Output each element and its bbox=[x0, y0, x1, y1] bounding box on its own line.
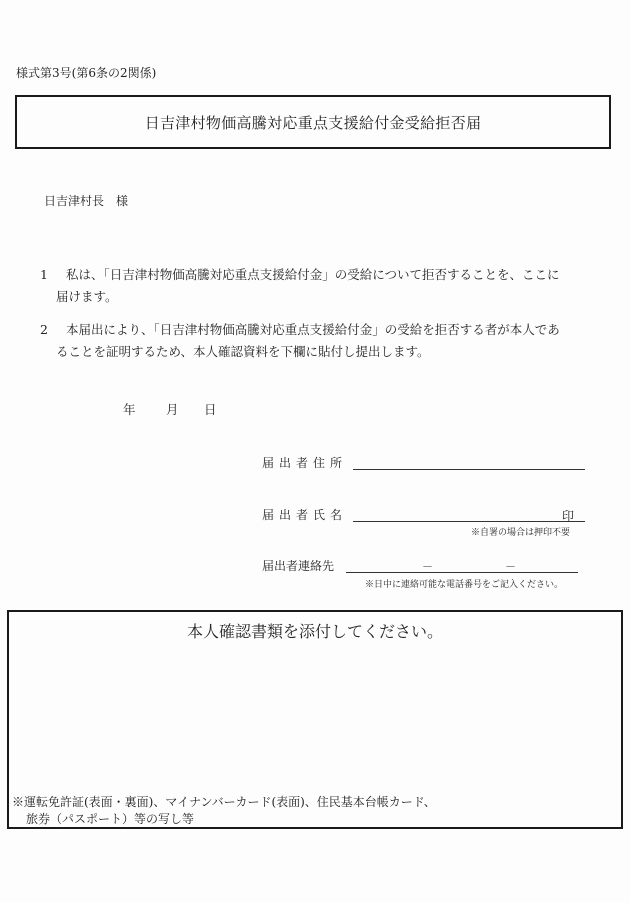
id-document-list-line-2: 旅券（パスポート）等の写し等 bbox=[26, 812, 195, 826]
date-year-label: 年 bbox=[123, 402, 136, 417]
paragraph-text: 本届出により、「日吉津村物価高騰対応重点支援給付金」の受給を拒否する者が本人であ bbox=[66, 322, 560, 337]
address-field[interactable] bbox=[353, 452, 585, 468]
address-label: 届出者住所 bbox=[262, 456, 348, 470]
paragraph-number: 2 bbox=[40, 322, 48, 337]
seal-mark: 印 bbox=[562, 509, 575, 523]
contact-underline bbox=[346, 572, 578, 573]
id-section-heading: 本人確認書類を添付してください。 bbox=[186, 622, 443, 641]
title-box bbox=[15, 95, 611, 149]
contact-label: 届出者連絡先 bbox=[262, 559, 335, 573]
seal-note: ※自署の場合は押印不要 bbox=[471, 528, 571, 538]
paragraph-text-continued: 届けます。 bbox=[56, 289, 118, 304]
name-label: 届出者氏名 bbox=[262, 508, 348, 522]
id-document-list bbox=[12, 794, 436, 828]
date-month-label: 月 bbox=[166, 402, 179, 417]
id-document-list-line-1: ※運転免許証(表面・裏面)、マイナンバーカード(表面)、住民基本台帳カード、 bbox=[12, 795, 436, 809]
paragraph-1 bbox=[40, 264, 610, 308]
form-number: 様式第3号(第6条の2関係) bbox=[16, 66, 157, 80]
paragraph-text-continued: ることを証明するため、本人確認資料を下欄に貼付し提出します。 bbox=[56, 344, 430, 359]
name-underline bbox=[353, 521, 585, 522]
name-field[interactable] bbox=[353, 504, 553, 520]
address-underline bbox=[353, 469, 585, 470]
phone-field[interactable] bbox=[346, 556, 578, 572]
date-day-label: 日 bbox=[204, 402, 217, 417]
addressee: 日吉津村長 様 bbox=[44, 194, 129, 208]
contact-note: ※日中に連絡可能な電話番号をご記入ください。 bbox=[365, 580, 564, 590]
id-document-attachment-area bbox=[7, 610, 623, 829]
phone-dash-1: － bbox=[422, 560, 433, 573]
paragraph-2 bbox=[40, 319, 610, 363]
paragraph-number: 1 bbox=[40, 267, 48, 282]
phone-dash-2: － bbox=[505, 560, 516, 573]
paragraph-text: 私は、「日吉津村物価高騰対応重点支援給付金」の受給について拒否することを、ここに bbox=[66, 267, 560, 282]
document-title: 日吉津村物価高騰対応重点支援給付金受給拒否届 bbox=[144, 113, 482, 132]
